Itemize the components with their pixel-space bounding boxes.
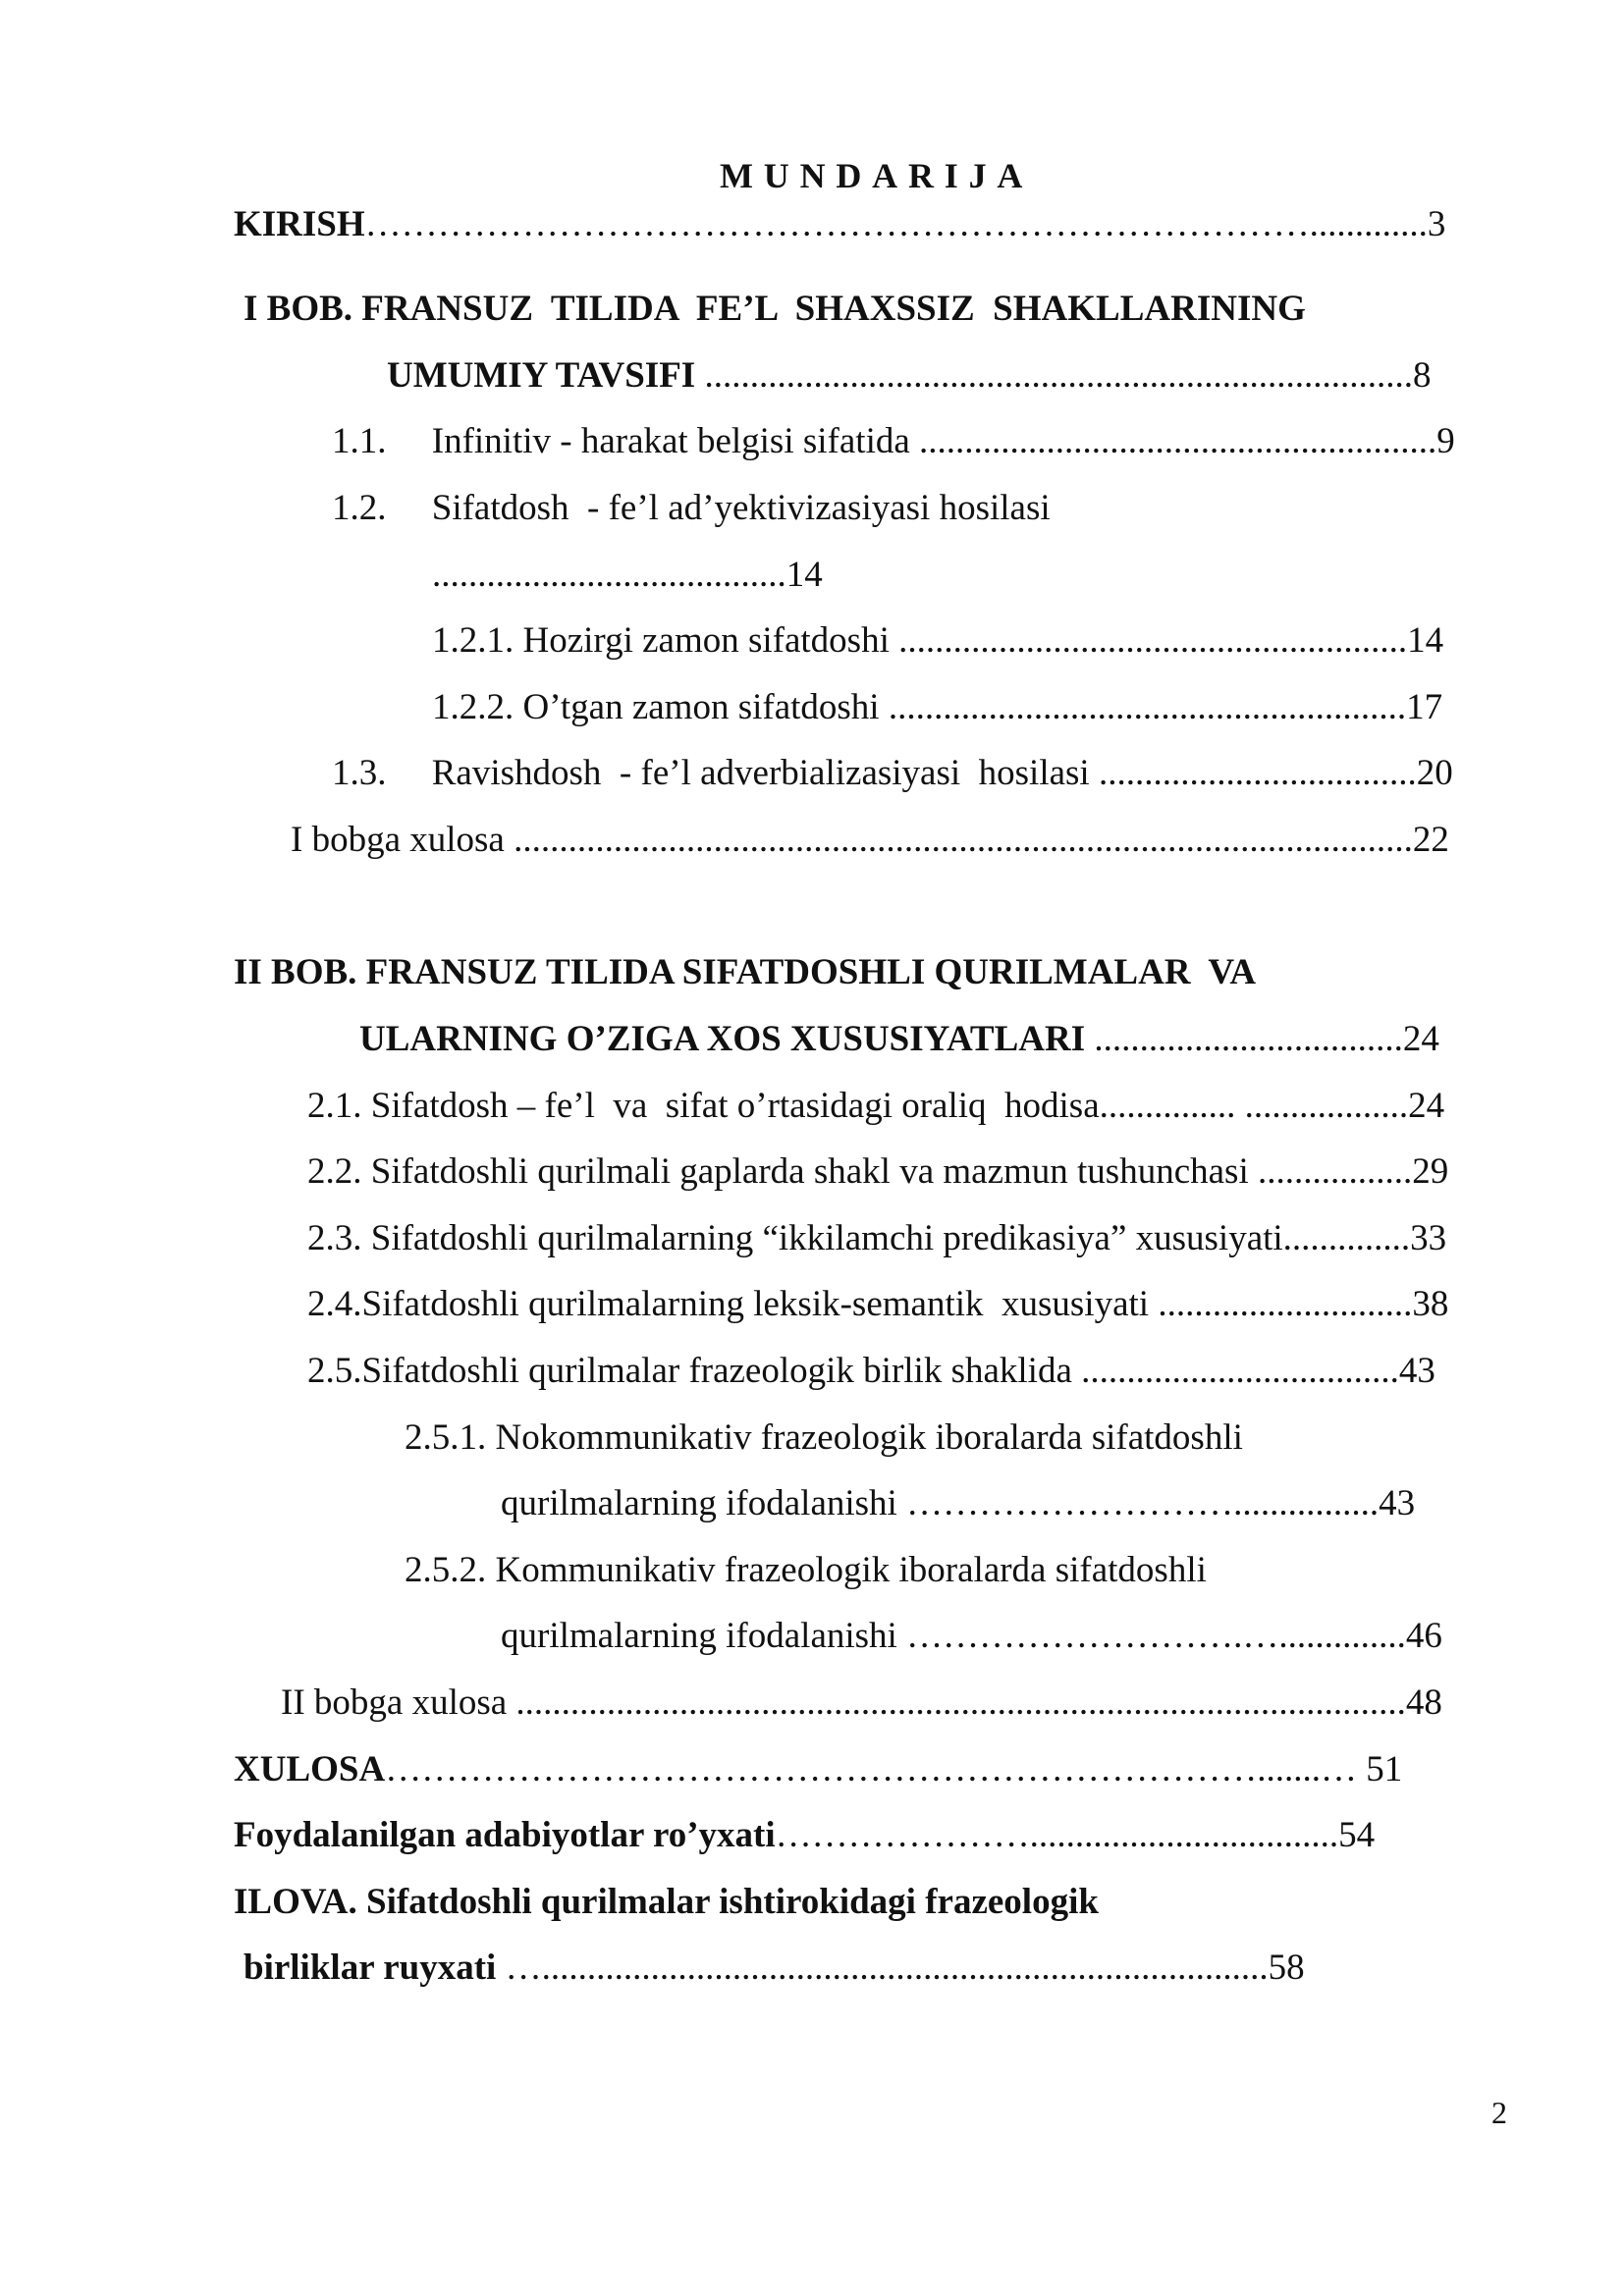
toc-entry-2-2: 2.2. Sifatdoshli qurilmali gaplarda shakl va mazmun tushunchasi .................29 xyxy=(307,1151,1449,1192)
toc-leader-and-page: ……………………………………………………………….......… 51 xyxy=(385,1749,1403,1789)
toc-entry-2-1: 2.1. Sifatdosh – fe’l va sifat o’rtasidagi oraliq hodisa............... ..................24 xyxy=(307,1086,1445,1126)
toc-entry-1-2: 1.2. Sifatdosh - fe’l ad’yektivizasiyasi hosilasi xyxy=(332,488,1051,528)
toc-entry-chapter-2-heading xyxy=(234,949,1256,996)
toc-bold-text: ULARNING O’ZIGA XOS XUSUSIYATLARI xyxy=(359,1019,1086,1059)
toc-bold-text: KIRISH xyxy=(234,204,365,244)
toc-leader-and-page: …………………..................................54 xyxy=(775,1815,1376,1855)
toc-entry-ilova xyxy=(234,1879,1099,1926)
toc-bold-text: birliklar ruyxati xyxy=(244,1948,497,1988)
toc-entry-xulosa xyxy=(234,1746,1402,1793)
toc-entry-chapter-2-conclusion: II bobga xulosa ..................................................................................................48 xyxy=(281,1682,1442,1723)
toc-entry-kirish xyxy=(234,201,1445,248)
toc-leader-and-page: …................................................................................58 xyxy=(496,1948,1305,1988)
toc-entry-chapter-1-heading xyxy=(244,286,1306,333)
toc-bold-text: ILOVA. Sifatdoshli qurilmalar ishtirokidagi frazeologik xyxy=(234,1882,1099,1922)
page-number: 2 xyxy=(1491,2095,1507,2130)
page-title: MUNDARIJA xyxy=(720,156,1034,195)
toc-entry-2-5-2: 2.5.2. Kommunikativ frazeologik iboralarda sifatdoshli xyxy=(405,1550,1207,1590)
toc-entry-1-3: 1.3. Ravishdosh - fe’l adverbializasiyasi hosilasi ...................................20 xyxy=(332,753,1453,793)
toc-bold-text: I BOB. FRANSUZ TILIDA FE’L SHAXSSIZ SHAKLLARINING xyxy=(244,289,1306,329)
toc-entry-ilova-continued xyxy=(244,1945,1305,1992)
toc-entry-2-5: 2.5.Sifatdoshli qurilmalar frazeologik birlik shaklida ...................................43 xyxy=(307,1351,1435,1391)
toc-entry-1-2-page: .......................................14 xyxy=(432,555,823,595)
toc-entry-1-1: 1.1. Infinitiv - harakat belgisi sifatida .........................................................9 xyxy=(332,421,1455,461)
toc-entry-chapter-1-subtitle xyxy=(387,352,1431,400)
toc-entry-2-3: 2.3. Sifatdoshli qurilmalarning “ikkilamchi predikasiya” xususiyati..............33 xyxy=(307,1218,1447,1258)
toc-entry-2-4: 2.4.Sifatdoshli qurilmalarning leksik-semantik xususiyati ............................38 xyxy=(307,1284,1449,1324)
toc-entry-2-5-1-continued: qurilmalarning ifodalanishi ………………………................43 xyxy=(501,1483,1416,1523)
toc-entry-references xyxy=(234,1812,1375,1859)
toc-entry-2-5-2-continued: qurilmalarning ifodalanishi ……………………….…..............46 xyxy=(501,1616,1442,1656)
toc-bold-text: II BOB. FRANSUZ TILIDA SIFATDOSHLI QURILMALAR VA xyxy=(234,952,1257,992)
toc-leader-and-page: …………………………………………………………………….............3 xyxy=(364,204,1446,244)
toc-leader-and-page: ..............................................................................8 xyxy=(695,355,1432,396)
toc-entry-2-5-1: 2.5.1. Nokommunikativ frazeologik iboralarda sifatdoshli xyxy=(405,1417,1243,1458)
toc-bold-text: XULOSA xyxy=(234,1749,386,1789)
toc-leader-and-page: ..................................24 xyxy=(1085,1019,1439,1059)
toc-entry-chapter-2-subtitle xyxy=(359,1016,1439,1063)
toc-bold-text: UMUMIY TAVSIFI xyxy=(387,355,696,396)
toc-entry-1-2-2: 1.2.2. O’tgan zamon sifatdoshi .........................................................17 xyxy=(432,687,1443,727)
toc-bold-text: Foydalanilgan adabiyotlar ro’yxati xyxy=(234,1815,776,1855)
toc-entry-1-2-1: 1.2.1. Hozirgi zamon sifatdoshi ........................................................14 xyxy=(432,620,1444,661)
toc-entry-chapter-1-conclusion: I bobga xulosa ...................................................................................................22 xyxy=(291,820,1449,860)
